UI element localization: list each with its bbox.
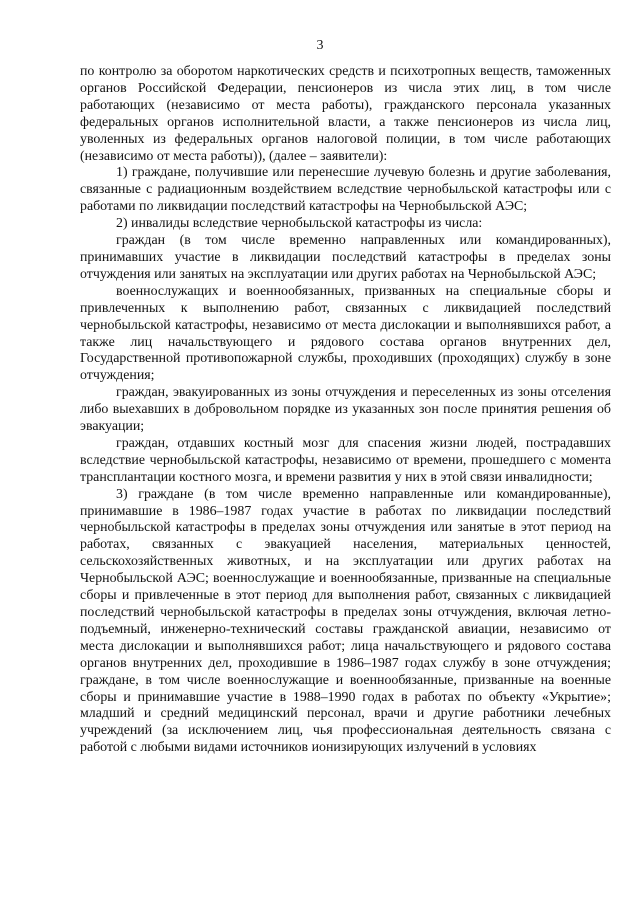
paragraph-item-3: 3) граждане (в том числе временно направленные или командированные), принимавшие в 1986–1987 годах участие в работах по ликвидации последствий чернобыльской катастрофы в пределах зоны отчуждения или занятые в этот период на работах, связанных с эвакуацией населения, материальных ценностей, сельскохозяйственных животных, и на эксплуатации или других работах на Чернобыльской АЭС; военнослужащие и военнообязанные, призванные на специальные сборы и привлеченные в этот период для выполнения работ, связанных с ликвидацией последствий чернобыльской катастрофы в пределах зоны отчуждения, включая летно-подъемный, инженерно-технический составы гражданской авиации, независимо от места дислокации и выполнявшихся работ; лица начальствующего и рядового состава органов внутренних дел, проходившие в 1986–1987 годах службу в зоне отчуждения; граждане, в том числе военнослужащие и военнообязанные, призванные на военные сборы и принимавшие участие в 1988–1990 годах в работах по объекту «Укрытие»; младший и средний медицинский персонал, врачи и другие работники лечебных учреждений (за исключением лиц, чья профессиональная деятельность связана с работой с любыми видами источников ионизирующих излучений в условиях	[80, 486, 611, 756]
document-body	[80, 64, 611, 757]
paragraph-subitem-bone-marrow: граждан, отдавших костный мозг для спасения жизни людей, пострадавших вследствие чернобыльской катастрофы, независимо от времени, прошедшего с момента трансплантации костного мозга, и времени развития у них в этой связи инвалидности;	[80, 435, 611, 485]
paragraph-item-2: 2) инвалиды вследствие чернобыльской катастрофы из числа:	[116, 216, 483, 232]
paragraph-subitem-evacuated: граждан, эвакуированных из зоны отчуждения и переселенных из зоны отселения либо выехавших в добровольном порядке из указанных зон после принятия решения об эвакуации;	[80, 385, 611, 435]
page-number: 3	[316, 38, 324, 53]
paragraph-subitem-participants: граждан (в том числе временно направленных или командированных), принимавших участие в ликвидации последствий катастрофы в пределах зоны отчуждения или занятых на эксплуатации или других работах на Чернобыльской АЭС;	[80, 233, 611, 282]
paragraph-item-1: 1) граждане, получившие или перенесшие лучевую болезнь и другие заболевания, связанные с радиационным воздействием вследствие чернобыльской катастрофы или с работами по ликвидации последствий катастрофы на Чернобыльской АЭС;	[80, 165, 611, 215]
paragraph-continuation: по контролю за оборотом наркотических средств и психотропных веществ, таможенных органов Российской Федерации, пенсионеров из числа этих лиц, в том числе работающих (независимо от места работы), гражданского персонала указанных федеральных органов исполнительной власти, а также пенсионеров из числа лиц, уволенных из федеральных органов налоговой полиции, в том числе работающих (независимо от места работы)), (далее – заявители):	[80, 64, 611, 164]
paragraph-subitem-military: военнослужащих и военнообязанных, призванных на специальные сборы и привлеченных к выполнению работ, связанных с ликвидацией последствий чернобыльской катастрофы, независимо от места дислокации и выполнявшихся работ, а также лиц начальствующего и рядового состава органов внутренних дел, Государственной противопожарной службы, проходивших (проходящих) службу в зоне отчуждения;	[80, 283, 611, 384]
